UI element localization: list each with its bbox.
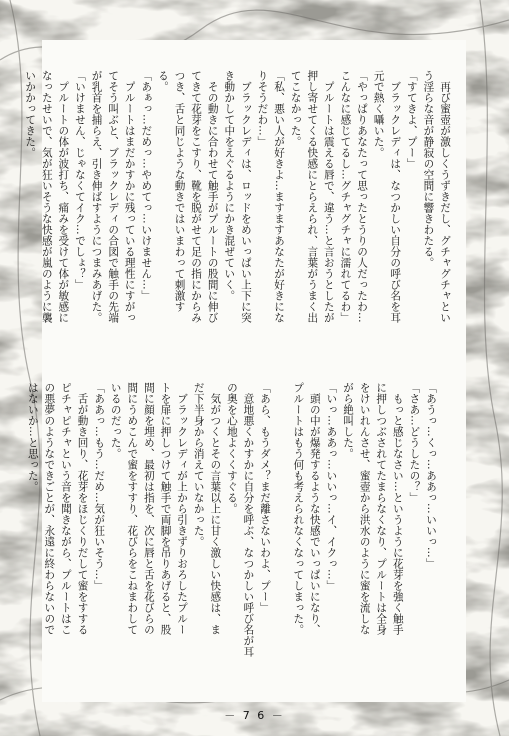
page-number: － 7 6 － <box>224 709 285 722</box>
body-text-top: 再び蜜壺が激しくうずきだし、グチャグチャとい う淫らな音が静寂の空間に響きわたる。 「すてきよ、プー」 ブラックレディは、なつかしい自分の呼び名を耳 元で熱く囁いた。 「やっぱりあなたって思ったとうりの人だったわ… こんなに感じてるし…グチャグチャに濡れてるわ」 プルートは震える唇で、違う…と言おうとしたが 押し寄せてくる快感にとらえられ、言葉がうまく出 てこなかった。 「私、悪い人が好きよ…ますますあなたが好きにな りそうだわ…」 ブラックレディは、ロッドをめいっぱい上下に突 き動かして中をえぐるようにかき混ぜていく。 その動きに合わせて触手がプルートの股間に伸び てきて花芽をこすり、靴を脱がせて足の指にからみ つき、舌と同じような動きではいまわって刺激する。 「あぁっ…だめっ…やめてっ…いけません…」 プルートはまだかすかに残っている理性にすがっ てそう叫ぶと、ブラックレディの合図で触手の先端 が乳首を捕らえ、引き伸ばすようにつまみあげた。 「いけません、じゃなくてイク…でしょ？」 プルートの体が波打ち、痛みを受けて体が敏感に なったせいで、気が狂いそうな快感が嵐のように襲 いかかってきた。 <box>24 70 451 323</box>
body-text-bottom: 「あうっ…くっ…ああっ…いいっ…」 「さあ…どうしたの？」 もっと感じなさい…というように花芽を強く触手 に押しつぶされてたまらなくなり、プルートは全身 をけいれんさせ、蜜壺から洪水のように蜜を流しな がら絶叫した。 「いっ…ああっ…いいっ…イ、イクっ…」 頭の中が爆発するような快感でいっぱいになり、 プルートはもう何も考えられなくなってしまった。 「あら、もうダメ？まだ離さないわよ、プー」 意地悪くかすかに自分を呼ぶ、なつかしい呼び名が耳 の奥を心地よくくすぐる。 気がつくとその言葉以上に甘く激しい快感は、ま だ下半身から消えていなかった。 ブラックレディが上から引きずりおろしたプルー トを扉に押しつけて触手で両脚を吊りあげると、股 間に顔を埋め、最初は指を、次に唇と舌を花びらの 間にうめこんで蜜をすすり、花びらをこねまわして いるのだった。 「ああっ…もう…だめ…気が狂いそう…」 舌が動き回り、花芽をほじくりだして蜜をすする ピチャピチャという音を聞きながら、プルートはこ の悪夢のようなできごとが、永遠に終わらないので はないか…と思った。 <box>26 382 437 657</box>
